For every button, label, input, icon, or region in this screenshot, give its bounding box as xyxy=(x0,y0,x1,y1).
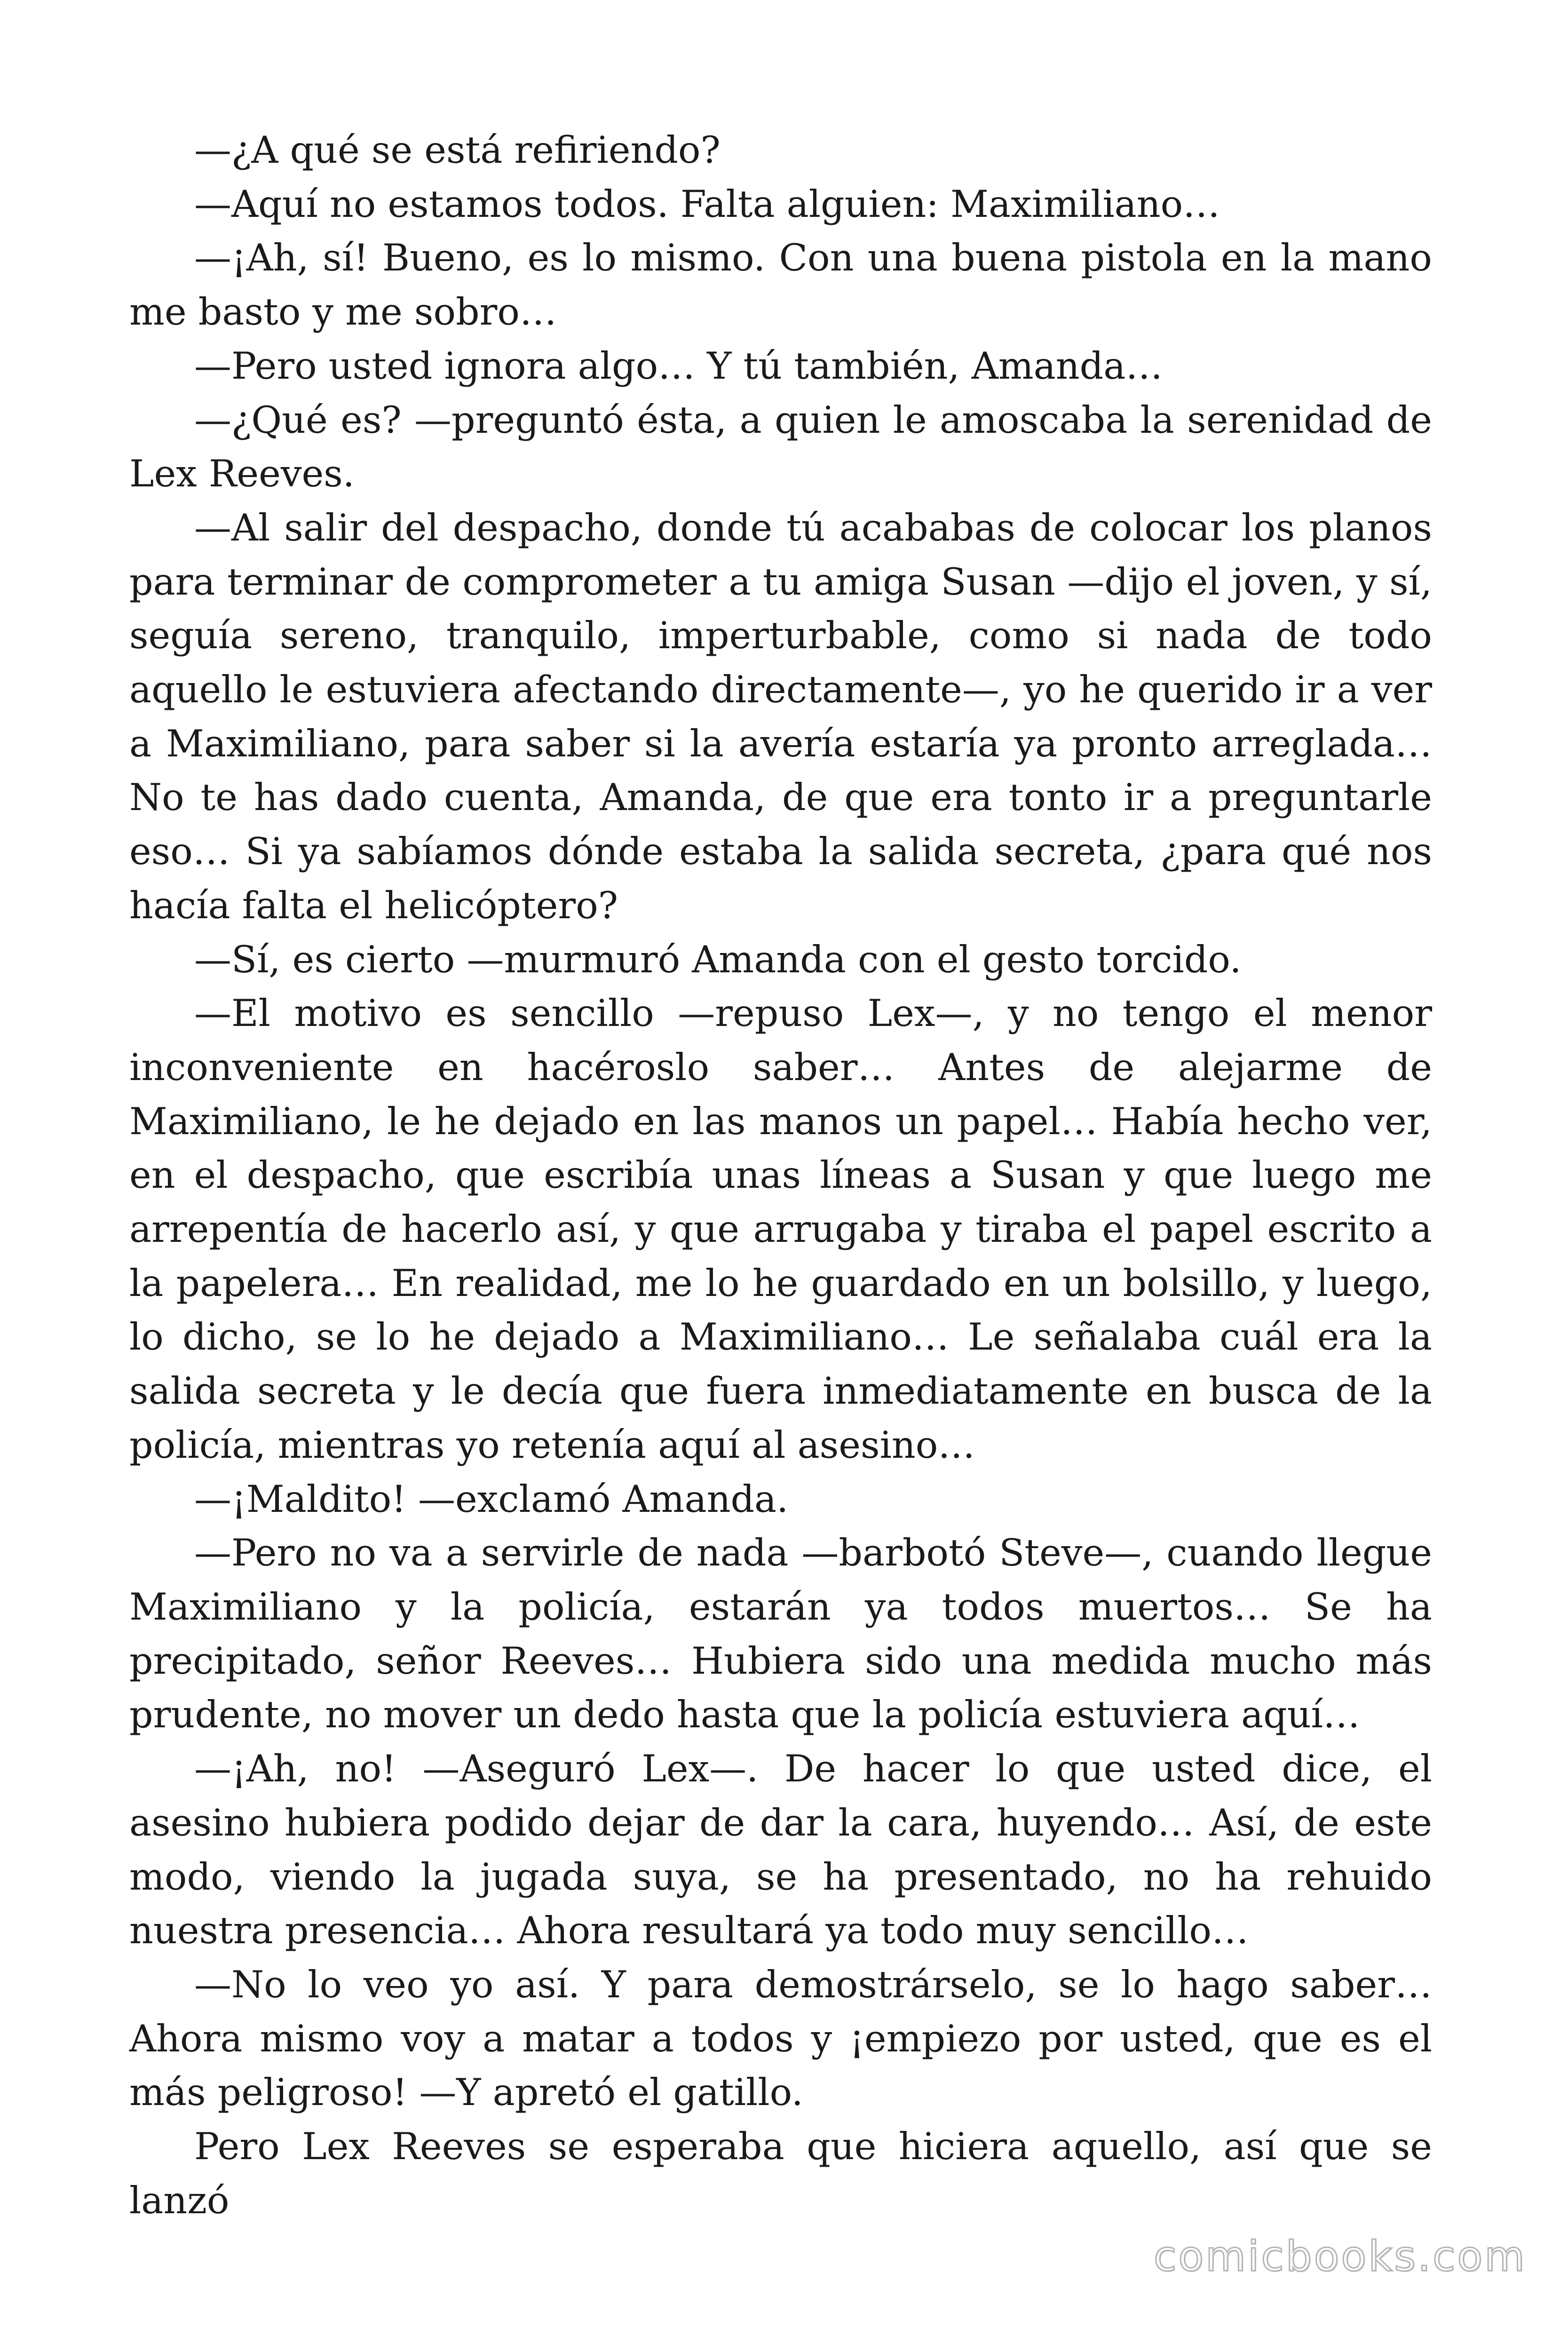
body-text xyxy=(129,123,1432,2227)
paragraph: —¿Qué es? —preguntó ésta, a quien le amoscaba la serenidad de Lex Reeves. xyxy=(129,398,1432,496)
paragraph: —Pero no va a servirle de nada —barbotó Steve—, cuando llegue Maximiliano y la policía, estarán ya todos muertos… Se ha precipitado, señor Reeves… Hubiera sido una medida mucho más prudente, no mover un dedo hasta que la policía estuviera aquí… xyxy=(129,1531,1432,1737)
paragraph: —Al salir del despacho, donde tú acababas de colocar los planos para terminar de comprometer a tu amiga Susan —dijo el joven, y sí, seguía sereno, tranquilo, imperturbable, como si nada de todo aquello le estuviera afectando directamente—, yo he querido ir a ver a Maximiliano, para saber si la avería estaría ya pronto arreglada… No te has dado cuenta, Amanda, de que era tonto ir a preguntarle eso… Si ya sabíamos dónde estaba la salida secreta, ¿para qué nos hacía falta el helicóptero? xyxy=(129,506,1432,927)
paragraph: Pero Lex Reeves se esperaba que hiciera aquello, así que se lanzó xyxy=(129,2125,1432,2222)
paragraph: —¡Ah, sí! Bueno, es lo mismo. Con una buena pistola en la mano me basto y me sobro… xyxy=(129,236,1432,334)
paragraph: —¡Ah, no! —Aseguró Lex—. De hacer lo que usted dice, el asesino hubiera podido dejar de dar la cara, huyendo… Así, de este modo, viendo la jugada suya, se ha presentado, no ha rehuido nuestra presencia… Ahora resultará ya todo muy sencillo… xyxy=(129,1747,1432,1953)
paragraph: —El motivo es sencillo —repuso Lex—, y no tengo el menor inconveniente en hacéroslo saber… Antes de alejarme de Maximiliano, le he dejado en las manos un papel… Había hecho ver, en el despacho, que escribía unas líneas a Susan y que luego me arrepentía de hacerlo así, y que arrugaba y tiraba el papel escrito a la papelera… En realidad, me lo he guardado en un bolsillo, y luego, lo dicho, se lo he dejado a Maximiliano… Le señalaba cuál era la salida secreta y le decía que fuera inmediatamente en busca de la policía, mientras yo retenía aquí al asesino… xyxy=(129,992,1432,1467)
paragraph: —¿A qué se está refiriendo? xyxy=(194,128,721,172)
paragraph: —Aquí no estamos todos. Falta alguien: Maximiliano… xyxy=(194,182,1220,226)
paragraph: —Sí, es cierto —murmuró Amanda con el gesto torcido. xyxy=(194,938,1242,981)
paragraph: —No lo veo yo así. Y para demostrárselo, se lo hago saber… Ahora mismo voy a matar a todos y ¡empiezo por usted, que es el más peligroso! —Y apretó el gatillo. xyxy=(129,1963,1432,2114)
paragraph: —¡Maldito! —exclamó Amanda. xyxy=(194,1477,789,1521)
paragraph: —Pero usted ignora algo… Y tú también, Amanda… xyxy=(194,344,1163,388)
site-watermark: comicbooks.com xyxy=(1153,2232,1527,2280)
